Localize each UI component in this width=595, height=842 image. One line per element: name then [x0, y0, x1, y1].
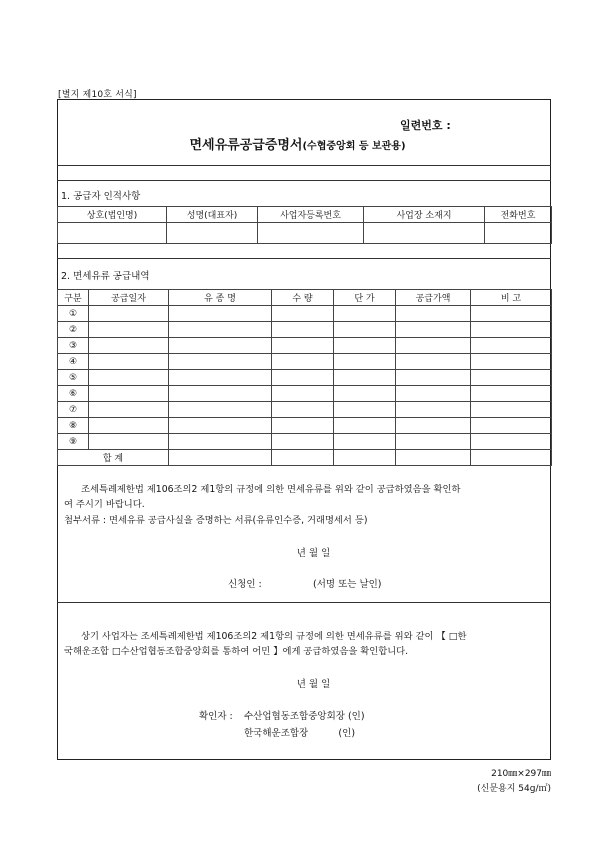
supply-row	[58, 370, 552, 386]
supply-row	[58, 338, 552, 354]
unit-price-cell[interactable]	[334, 370, 396, 386]
amount-cell[interactable]	[396, 386, 471, 402]
oil-type-cell[interactable]	[169, 370, 272, 386]
request-text-line2: 여 주시기 바랍니다.	[64, 499, 145, 510]
header-quantity: 수 량	[272, 290, 334, 306]
unit-price-cell[interactable]	[334, 434, 396, 450]
amount-cell[interactable]	[396, 434, 471, 450]
total-unit-price-cell[interactable]	[334, 450, 396, 466]
remarks-cell[interactable]	[471, 354, 552, 370]
confirmer-shipping[interactable]: 한국해운조합장 (인)	[244, 728, 356, 739]
supply-row	[58, 306, 552, 322]
remarks-cell[interactable]	[471, 434, 552, 450]
header-representative: 성명(대표자)	[167, 207, 258, 223]
quantity-cell[interactable]	[272, 338, 334, 354]
header-company: 상호(법인명)	[58, 207, 167, 223]
divider	[57, 165, 551, 166]
header-unit-price: 단 가	[334, 290, 396, 306]
total-label: 합 계	[58, 450, 169, 466]
paper-type: (신문용지 54g/㎡)	[477, 784, 551, 794]
header-category: 구분	[58, 290, 89, 306]
address-field[interactable]	[364, 223, 485, 244]
supply-row	[58, 354, 552, 370]
row-number: ④	[58, 354, 89, 370]
oil-type-cell[interactable]	[169, 322, 272, 338]
supply-row	[58, 386, 552, 402]
section1-heading: 1. 공급자 인적사항	[61, 191, 141, 202]
attachment-text: 첨부서류 : 면세유류 공급사실을 증명하는 서류(유류인수증, 거래명세서 등)	[64, 515, 368, 526]
date-cell[interactable]	[89, 402, 169, 418]
remarks-cell[interactable]	[471, 418, 552, 434]
divider	[57, 258, 551, 259]
amount-cell[interactable]	[396, 418, 471, 434]
header-business-number: 사업자등록번호	[258, 207, 364, 223]
section2-heading: 2. 면세유류 공급내역	[61, 271, 150, 282]
header-supply-date: 공급일자	[89, 290, 169, 306]
total-oil-type-cell[interactable]	[169, 450, 272, 466]
row-number: ③	[58, 338, 89, 354]
supply-row	[58, 402, 552, 418]
amount-cell[interactable]	[396, 354, 471, 370]
row-number: ②	[58, 322, 89, 338]
quantity-cell[interactable]	[272, 322, 334, 338]
quantity-cell[interactable]	[272, 386, 334, 402]
unit-price-cell[interactable]	[334, 386, 396, 402]
date-cell[interactable]	[89, 306, 169, 322]
row-number: ⑧	[58, 418, 89, 434]
applicant-signature[interactable]: (서명 또는 날인)	[313, 579, 382, 590]
confirmer-fisheries[interactable]: 수산업협동조합중앙회장 (인)	[244, 711, 365, 722]
oil-type-cell[interactable]	[169, 386, 272, 402]
header-supply-amount: 공급가액	[396, 290, 471, 306]
supply-row	[58, 418, 552, 434]
row-number: ⑦	[58, 402, 89, 418]
unit-price-cell[interactable]	[334, 306, 396, 322]
supply-row	[58, 434, 552, 450]
oil-type-cell[interactable]	[169, 418, 272, 434]
applicant-label: 신청인 :	[228, 579, 262, 590]
form-number-label: [별지 제10호 서식]	[58, 90, 137, 100]
serial-number-label: 일련번호 :	[400, 119, 451, 132]
supply-header-row	[58, 290, 552, 306]
unit-price-cell[interactable]	[334, 338, 396, 354]
oil-type-cell[interactable]	[169, 402, 272, 418]
supplier-input-row	[58, 223, 552, 244]
remarks-cell[interactable]	[471, 402, 552, 418]
oil-type-cell[interactable]	[169, 434, 272, 450]
date-cell[interactable]	[89, 370, 169, 386]
amount-cell[interactable]	[396, 322, 471, 338]
unit-price-cell[interactable]	[334, 418, 396, 434]
supply-row	[58, 322, 552, 338]
unit-price-cell[interactable]	[334, 354, 396, 370]
quantity-cell[interactable]	[272, 402, 334, 418]
title-main: 면세유류공급증명서	[189, 138, 303, 153]
total-remarks-cell[interactable]	[471, 450, 552, 466]
total-quantity-cell[interactable]	[272, 450, 334, 466]
quantity-cell[interactable]	[272, 418, 334, 434]
header-oil-type: 유 종 명	[169, 290, 272, 306]
confirmation-text-line1: 상기 사업자는 조세특례제한법 제106조의2 제1항의 규정에 의한 면세유류를 위와 같이 【 □한	[81, 631, 467, 642]
amount-cell[interactable]	[396, 370, 471, 386]
supplier-header-row	[58, 207, 552, 223]
date-cell[interactable]	[89, 434, 169, 450]
row-number: ⑥	[58, 386, 89, 402]
oil-type-cell[interactable]	[169, 338, 272, 354]
amount-cell[interactable]	[396, 338, 471, 354]
confirmation-date: 년 월 일	[296, 679, 331, 690]
paper-size: 210㎜×297㎜	[491, 769, 551, 779]
date-cell[interactable]	[89, 338, 169, 354]
remarks-cell[interactable]	[471, 386, 552, 402]
remarks-cell[interactable]	[471, 338, 552, 354]
supply-table	[57, 289, 552, 466]
oil-type-cell[interactable]	[169, 306, 272, 322]
date-cell[interactable]	[89, 386, 169, 402]
unit-price-cell[interactable]	[334, 322, 396, 338]
remarks-cell[interactable]	[471, 306, 552, 322]
phone-field[interactable]	[485, 223, 552, 244]
row-number: ①	[58, 306, 89, 322]
unit-price-cell[interactable]	[334, 402, 396, 418]
row-number: ⑤	[58, 370, 89, 386]
date-cell[interactable]	[89, 322, 169, 338]
header-address: 사업장 소재지	[364, 207, 485, 223]
company-field[interactable]	[58, 223, 167, 244]
confirmer-label: 확인자 :	[199, 711, 233, 722]
document-title	[0, 134, 595, 153]
request-date: 년 월 일	[296, 548, 331, 559]
request-text-line1: 조세특례제한법 제106조의2 제1항의 규정에 의한 면세유류를 위와 같이 공급하였음을 확인하	[81, 484, 461, 495]
amount-cell[interactable]	[396, 306, 471, 322]
quantity-cell[interactable]	[272, 434, 334, 450]
quantity-cell[interactable]	[272, 306, 334, 322]
total-row	[58, 450, 552, 466]
supplier-table	[57, 206, 552, 244]
divider	[57, 180, 551, 181]
business-number-field[interactable]	[258, 223, 364, 244]
date-cell[interactable]	[89, 354, 169, 370]
oil-type-cell[interactable]	[169, 354, 272, 370]
amount-cell[interactable]	[396, 402, 471, 418]
date-cell[interactable]	[89, 418, 169, 434]
row-number: ⑨	[58, 434, 89, 450]
title-sub: (수협중앙회 등 보관용)	[302, 141, 406, 152]
remarks-cell[interactable]	[471, 370, 552, 386]
total-amount-cell[interactable]	[396, 450, 471, 466]
header-phone: 전화번호	[485, 207, 552, 223]
remarks-cell[interactable]	[471, 322, 552, 338]
confirmation-text-line2: 국해운조합 □수산업협동조합중앙회를 통하여 어민 】에게 공급하였음을 확인합니다.	[64, 646, 409, 657]
header-remarks: 비 고	[471, 290, 552, 306]
quantity-cell[interactable]	[272, 354, 334, 370]
representative-field[interactable]	[167, 223, 258, 244]
divider	[57, 602, 551, 603]
quantity-cell[interactable]	[272, 370, 334, 386]
